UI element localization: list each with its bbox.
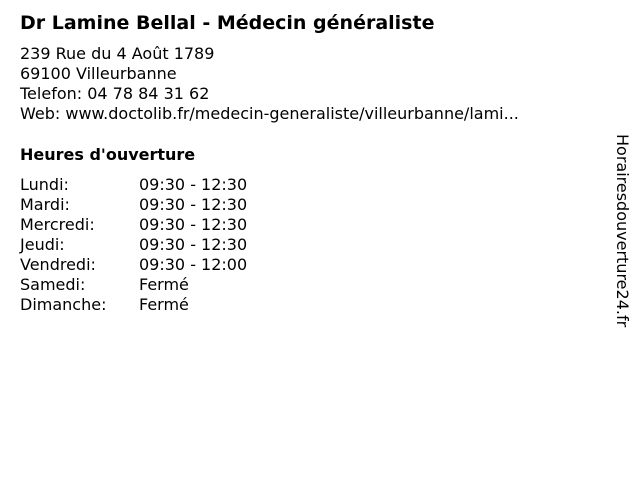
hours-row-wednesday (20, 215, 610, 235)
day-label: Samedi: (20, 275, 86, 294)
hours-row-friday (20, 255, 610, 275)
street-address: 239 Rue du 4 Août 1789 (20, 44, 215, 63)
hours-value: 09:30 - 12:30 (139, 175, 248, 194)
hours-value: Fermé (139, 275, 189, 294)
brand-watermark: Horairesdouverture24.fr (613, 134, 632, 328)
business-card (20, 10, 610, 315)
hours-row-saturday (20, 275, 610, 295)
city-postcode: 69100 Villeurbanne (20, 64, 177, 83)
hours-value: Fermé (139, 295, 189, 314)
web-row (20, 104, 610, 124)
hours-row-thursday (20, 235, 610, 255)
hours-row-monday (20, 175, 610, 195)
address-block (20, 44, 610, 124)
hours-table (20, 175, 610, 315)
hours-value: 09:30 - 12:00 (139, 255, 248, 274)
web-label: Web: (20, 104, 61, 123)
phone-row (20, 84, 610, 104)
hours-value: 09:30 - 12:30 (139, 195, 248, 214)
hours-row-tuesday (20, 195, 610, 215)
phone-label: Telefon: (20, 84, 83, 103)
hours-row-sunday (20, 295, 610, 315)
hours-heading: Heures d'ouverture (20, 145, 196, 164)
day-label: Mercredi: (20, 215, 95, 234)
website-link[interactable]: www.doctolib.fr/medecin-generaliste/villeurbanne/lami... (65, 104, 519, 123)
phone-number[interactable]: 04 78 84 31 62 (87, 84, 210, 103)
hours-value: 09:30 - 12:30 (139, 235, 248, 254)
hours-value: 09:30 - 12:30 (139, 215, 248, 234)
day-label: Jeudi: (20, 235, 65, 254)
day-label: Mardi: (20, 195, 70, 214)
day-label: Vendredi: (20, 255, 96, 274)
day-label: Lundi: (20, 175, 69, 194)
page-title: Dr Lamine Bellal - Médecin généraliste (20, 12, 435, 34)
day-label: Dimanche: (20, 295, 107, 314)
